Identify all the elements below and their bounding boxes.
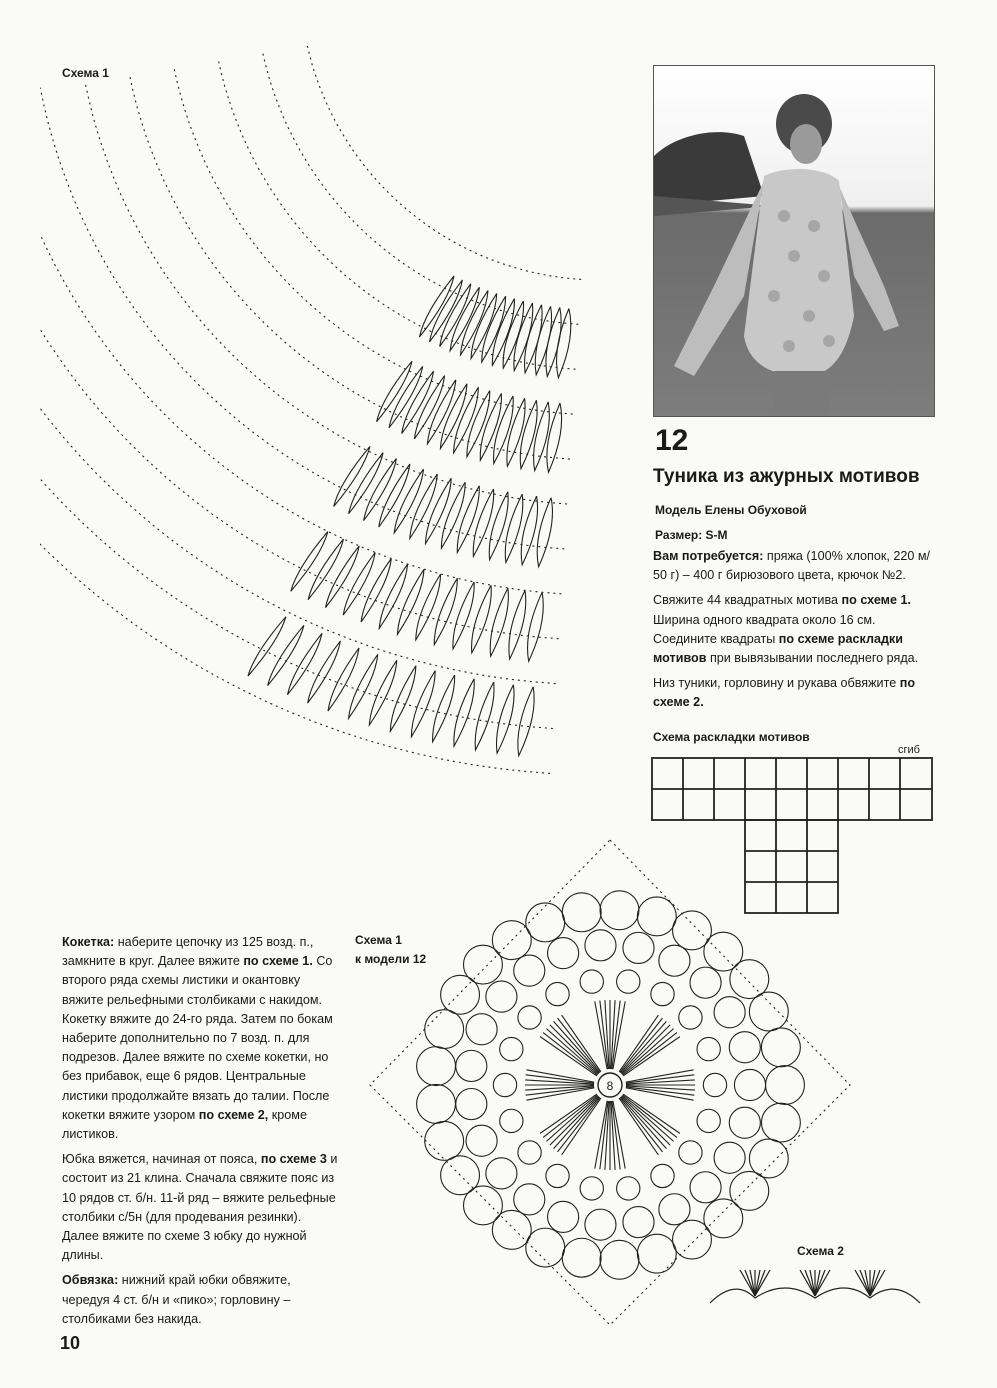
para1-text: Свяжите 44 квадратных мотива bbox=[653, 593, 842, 608]
model-title: Туника из ажурных мотивов bbox=[653, 466, 920, 487]
yoke-label: Кокетка: bbox=[62, 935, 115, 949]
yoke-bold2: по схеме 2, bbox=[198, 1107, 269, 1122]
scheme2-chart bbox=[705, 1258, 925, 1310]
yoke-chart bbox=[40, 40, 650, 900]
scheme1-label: Схема 1 bbox=[62, 66, 109, 80]
edge-text: нижний край юбки обвяжите, чередуя 4 ст. б/н и «пико»; горловину – столбиками без накида. bbox=[62, 1273, 291, 1326]
yoke-text: наберите цепочку из 125 возд. п., замкните в круг. Далее вяжите bbox=[62, 935, 314, 969]
skirt-bold: по схеме 3 bbox=[260, 1152, 327, 1167]
fold-label: сгиб bbox=[898, 744, 920, 756]
skirt-text: Юбка вяжется, начиная от пояса, bbox=[62, 1152, 261, 1167]
skirt-text2: и состоит из 21 клина. Сначала свяжите пояс из 10 рядов ст. б/н. 11-й ряд – вяжите рельефные столбики с/5н (для продевания резинки). Далее вяжите по схеме 3 юбку до нужной длины. bbox=[62, 1152, 338, 1263]
para1-text3: при вывязывании последнего ряда. bbox=[706, 651, 919, 666]
motif-label: Схема 1 bbox=[355, 933, 402, 947]
model-description bbox=[653, 547, 933, 719]
para1-bold: по схеме 1. bbox=[841, 593, 912, 608]
scheme2-label: Схема 2 bbox=[797, 1244, 844, 1258]
para1-text2: Ширина одного квадрата около 16 см. Соедините квадраты bbox=[653, 612, 876, 646]
model-size: Размер: S-M bbox=[655, 528, 728, 542]
model-number: 12 bbox=[655, 424, 689, 457]
instructions-text bbox=[62, 933, 338, 1335]
yoke-bold: по схеме 1. bbox=[243, 954, 313, 969]
layout-scheme-title: Схема раскладки мотивов bbox=[653, 730, 810, 744]
para2-text: Низ туники, горловину и рукава обвяжите bbox=[653, 676, 900, 691]
yoke-text2: Со второго ряда схемы листики и окантовку вяжите рельефными столбиками с накидом. Кокетку вяжите до 24-го ряда. Затем по бокам наберите дополнительно по 7 возд. п. для подрезов. Далее вяжите по схеме кокетки, но без прибавок, еще 6 рядов. Центральные листики продолжайте вязать до талии. После кокетки вяжите узором bbox=[62, 954, 333, 1122]
motif-label-sub: к модели 12 bbox=[355, 952, 427, 966]
para2-bold: по схеме 2. bbox=[653, 676, 916, 710]
para1-bold2: по схеме раскладки мотивов bbox=[653, 631, 903, 666]
yoke-text3: кроме листиков. bbox=[62, 1107, 307, 1142]
materials-text: пряжа (100% хлопок, 220 м/ 50 г) – 400 г бирюзового цвета, крючок №2. bbox=[653, 549, 931, 583]
model-photo bbox=[653, 65, 935, 417]
materials-label: Вам потребуется: bbox=[653, 549, 764, 563]
edge-label: Обвязка: bbox=[62, 1273, 119, 1288]
motif-center-number: 8 bbox=[606, 1079, 614, 1093]
model-author: Модель Елены Обуховой bbox=[655, 503, 807, 517]
page-number: 10 bbox=[60, 1333, 81, 1353]
